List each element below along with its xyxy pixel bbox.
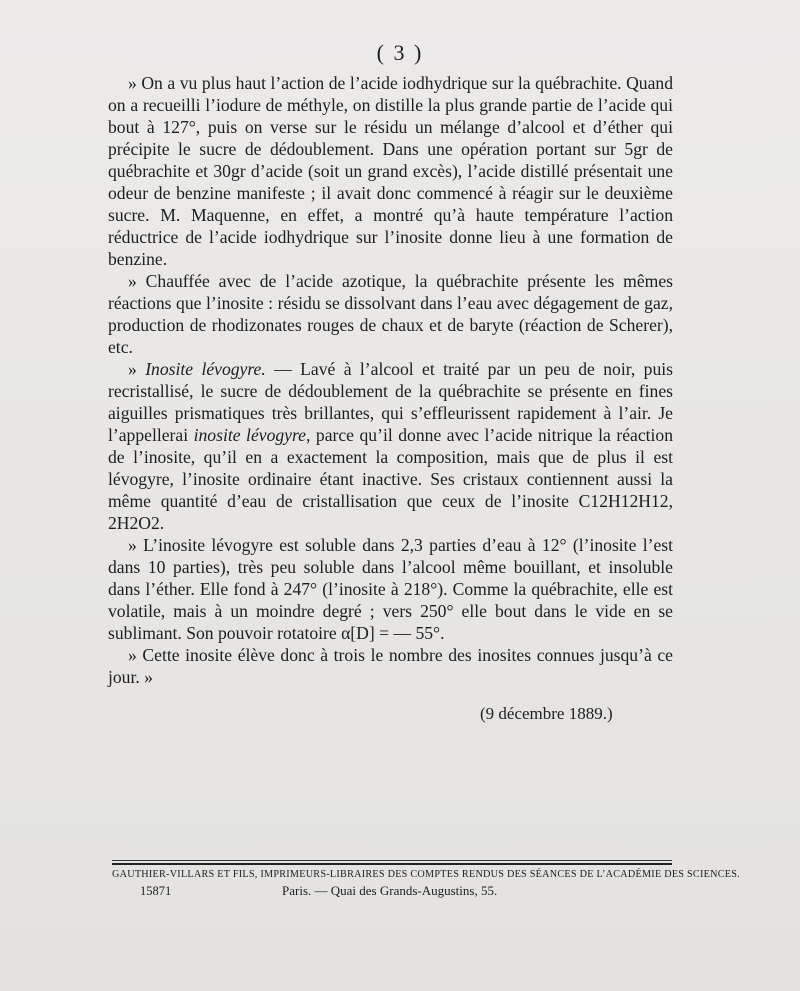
paragraph-levogyre-inosite xyxy=(108,358,673,534)
page-number: ( 3 ) xyxy=(376,40,424,65)
text-segment: » Chauffée avec de l’acide azotique, la québrachite présente les mêmes réactions que l’inosite : résidu se dissolvant dans l’eau avec dégagement de gaz, production de rhodizonates rouges de chaux et de baryte (réaction de Scherer), etc. xyxy=(108,271,673,357)
paragraph-iodhydric-acid xyxy=(108,72,673,270)
printer-imprint: GAUTHIER-VILLARS ET FILS, IMPRIMEURS-LIBRAIRES DES COMPTES RENDUS DES SÉANCES DE L’ACADÉMIE DES SCIENCES. xyxy=(112,869,740,880)
text-segment: » On a vu plus haut l’action de l’acide iodhydrique sur la québrachite. Quand on a recueilli l’iodure de méthyle, on distille la plus grande partie de l’acide qui bout à 127°, puis on verse sur le résidu un mélange d’alcool et d’éther qui précipite le sucre de dédoublement. Dans une opération portant sur 5gr de québrachite et 30gr d’acide (soit un grand excès), l’acide distillé présentait une odeur de benzine manifeste ; il avait donc commencé à réagir sur le deuxième sucre. M. Maquenne, en effet, a montré qu’à haute température l’action réductrice de l’acide iodhydrique sur l’inosite donne lieu à une formation de benzine. xyxy=(108,73,673,269)
text-segment: , parce qu’il donne avec l’acide nitrique la réaction de l’inosite, qu’il en a exactement la composition, mais que de plus il est lévogyre, l’inosite ordinaire étant inactive. Ses cristaux contiennent aussi la même quantité d’eau de cristallisation que ceux de l’inosite C12H12H12, 2H2O2. xyxy=(108,425,673,533)
footer-rule-thin xyxy=(112,860,672,861)
text-segment: — Lavé à l’alcool et traité par un peu de noir, puis recristallisé, le sucre de dédoublement de la québrachite se présente en fines aiguilles prismatiques très brillantes, qui s’effleurissent rapidement à l’air. Je l’appellerai xyxy=(108,359,673,445)
text-segment: » L’inosite lévogyre est soluble dans 2,3 parties d’eau à 12° (l’inosite l’est dans 10 parties), très peu soluble dans l’alcool même bouillant, et insoluble dans l’éther. Elle fond à 247° (l’inosite à 218°). Comme la québrachite, elle est volatile, mais à un moindre degré ; vers 250° elle bout dans le vide en se sublimant. Son pouvoir rotatoire α[D] = — 55°. xyxy=(108,535,673,643)
communication-date: (9 décembre 1889.) xyxy=(480,704,613,723)
printer-address: Paris. — Quai des Grands-Augustins, 55. xyxy=(282,883,498,898)
text-segment: » Cette inosite élève donc à trois le nombre des inosites connues jusqu’à ce jour. » xyxy=(108,645,673,687)
italic-text-segment: inosite lévogyre xyxy=(193,425,306,445)
paragraph-solubility xyxy=(108,534,673,644)
footer-rule-thick xyxy=(112,863,672,865)
paragraph-nitric-acid xyxy=(108,270,673,358)
text-segment: » xyxy=(128,359,146,379)
article-body xyxy=(108,72,673,688)
print-number: 15871 xyxy=(140,884,172,898)
italic-text-segment: Inosite lévogyre. xyxy=(145,359,266,379)
paragraph-conclusion xyxy=(108,644,673,688)
